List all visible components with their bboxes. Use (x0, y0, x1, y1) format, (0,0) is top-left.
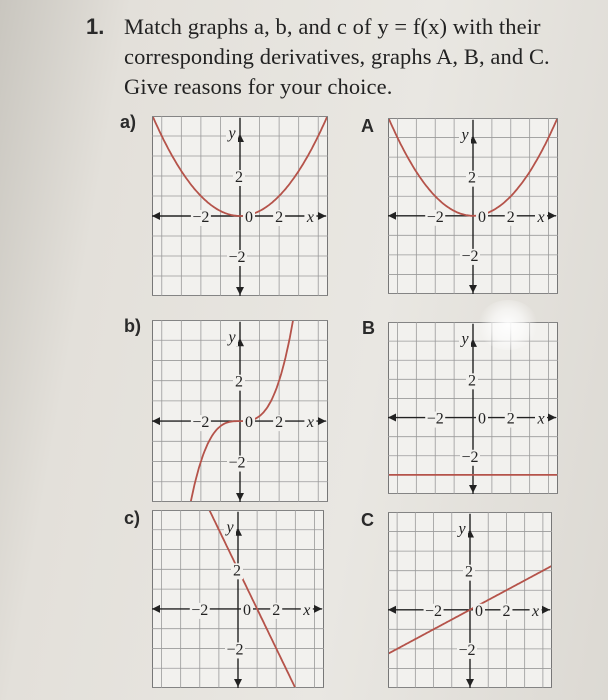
question-line-3: Give reasons for your choice. (124, 74, 393, 99)
graph-label-A: A (361, 116, 374, 136)
tick-label-2-y: 2 (468, 372, 476, 390)
tick-label-neg-2-y: −2 (228, 454, 246, 472)
tick-label-neg-2-y: −2 (461, 448, 479, 466)
tick-label-neg-2-y: −2 (226, 641, 244, 659)
graph-c (152, 510, 324, 688)
graph-C (388, 512, 552, 688)
tick-label-origin: 0 (478, 208, 486, 226)
tick-label-neg-2-x: −2 (191, 601, 209, 619)
x-axis-label: x (306, 414, 314, 432)
tick-label-origin: 0 (245, 209, 253, 226)
tick-label-neg-2-y: −2 (458, 641, 476, 659)
graph-a (152, 116, 328, 296)
tick-label-2-x: 2 (275, 209, 284, 226)
tick-label-neg-2-x: −2 (426, 410, 444, 428)
tick-label-neg-2-y: −2 (461, 247, 479, 265)
tick-label-neg-2-x: −2 (425, 602, 443, 620)
x-axis-label: x (537, 410, 545, 428)
graph-B (388, 322, 558, 494)
question-line-2: corresponding derivatives, graphs A, B, and C. (124, 44, 550, 69)
graph-label-b: b) (124, 316, 141, 336)
tick-label-origin: 0 (475, 602, 483, 620)
tick-label-2-x: 2 (502, 602, 511, 620)
x-axis-label: x (537, 208, 545, 226)
tick-label-origin: 0 (243, 601, 251, 619)
tick-label-2-y: 2 (235, 373, 243, 391)
tick-label-origin: 0 (245, 414, 253, 432)
tick-label-neg-2-x: −2 (192, 209, 210, 226)
y-axis-label: y (228, 125, 236, 142)
graph-label-a: a) (120, 112, 137, 132)
x-axis-label: x (303, 601, 311, 619)
graph-label-B: B (362, 318, 375, 338)
graph-label-c: c) (124, 508, 141, 528)
tick-label-2-y: 2 (468, 169, 476, 187)
x-axis-label: x (532, 602, 540, 620)
tick-label-origin: 0 (478, 410, 486, 428)
graph-label-C: C (361, 510, 374, 530)
y-axis-label: y (458, 520, 466, 538)
question-line-1: Match graphs a, b, and c of y = f(x) with their (124, 14, 541, 39)
tick-label-2-x: 2 (506, 410, 515, 428)
tick-label-2-x: 2 (275, 414, 284, 432)
tick-label-2-y: 2 (235, 169, 243, 186)
tick-label-neg-2-x: −2 (426, 208, 444, 226)
y-axis-label: y (228, 329, 236, 347)
y-axis-label: y (226, 518, 234, 536)
tick-label-2-x: 2 (506, 208, 515, 226)
question-number: 1. (86, 14, 105, 39)
x-axis-label: x (306, 209, 314, 226)
tick-label-2-y: 2 (465, 563, 473, 581)
graph-A (388, 118, 558, 294)
tick-label-2-y: 2 (233, 562, 241, 580)
graph-b (152, 320, 328, 502)
light-glare (478, 300, 538, 350)
y-axis-label: y (461, 330, 469, 348)
tick-label-neg-2-x: −2 (192, 414, 210, 432)
y-axis-label: y (461, 126, 469, 144)
tick-label-2-x: 2 (272, 601, 281, 619)
tick-label-neg-2-y: −2 (228, 249, 246, 266)
